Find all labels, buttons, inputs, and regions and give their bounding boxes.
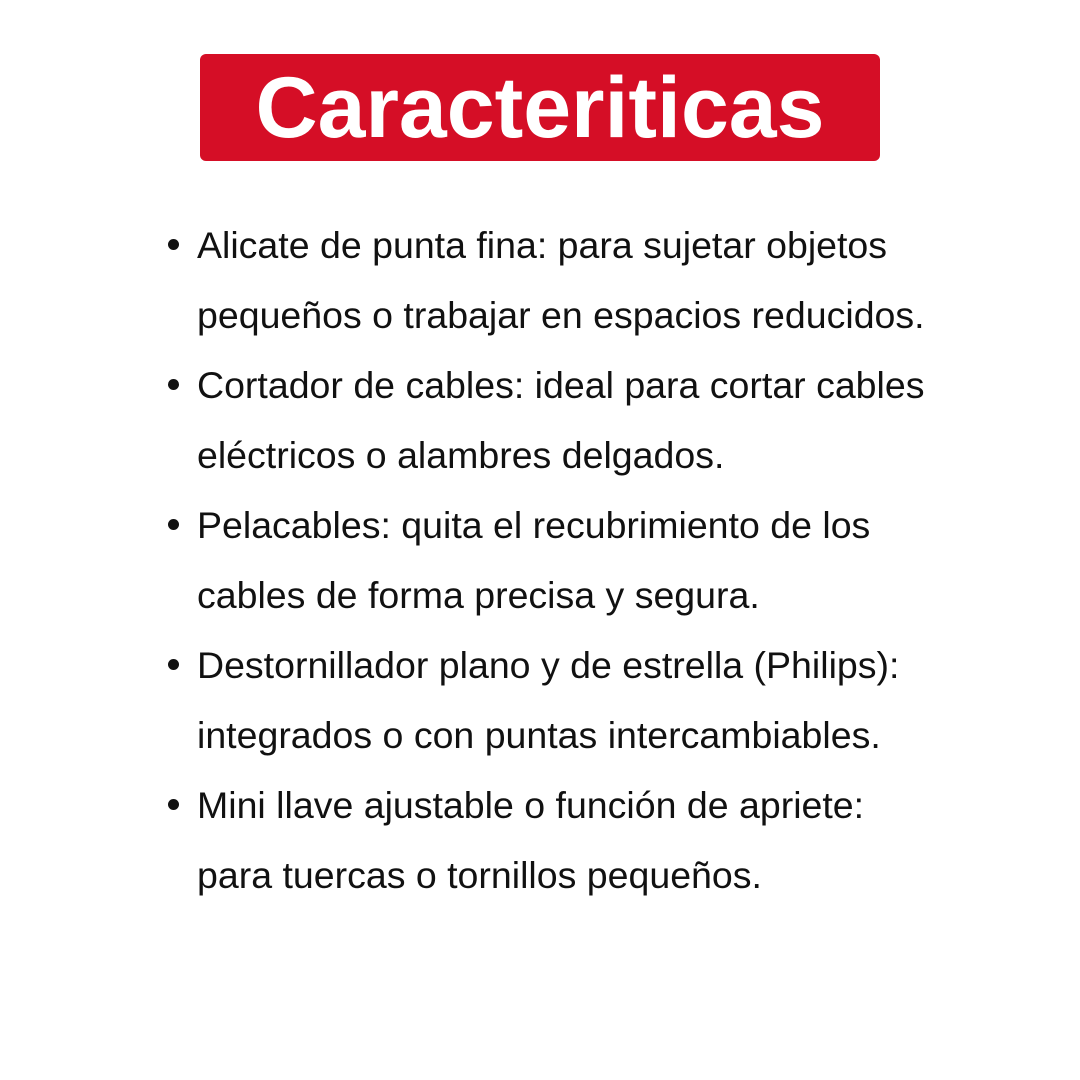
feature-item-wrench xyxy=(166,770,986,910)
feature-list xyxy=(166,210,986,910)
bullet-icon xyxy=(168,239,179,250)
bullet-icon xyxy=(168,799,179,810)
feature-line: Mini llave ajustable o función de apriete: xyxy=(197,784,865,826)
feature-line: Alicate de punta fina: para sujetar objetos xyxy=(197,224,888,266)
title-banner xyxy=(200,54,880,161)
feature-line: cables de forma precisa y segura. xyxy=(197,574,760,616)
feature-line: eléctricos o alambres delgados. xyxy=(197,434,725,476)
feature-item-screwdriver xyxy=(166,630,986,770)
feature-line: integrados o con puntas intercambiables. xyxy=(197,714,881,756)
feature-item-pliers xyxy=(166,210,986,350)
bullet-icon xyxy=(168,519,179,530)
page-title: Caracteriticas xyxy=(255,59,825,156)
feature-line: Pelacables: quita el recubrimiento de los xyxy=(197,504,871,546)
feature-item-wire-stripper xyxy=(166,490,986,630)
feature-line: Destornillador plano y de estrella (Philips): xyxy=(197,644,900,686)
feature-item-cable-cutter xyxy=(166,350,986,490)
feature-line: pequeños o trabajar en espacios reducidos. xyxy=(197,294,925,336)
bullet-icon xyxy=(168,659,179,670)
feature-line: Cortador de cables: ideal para cortar cables xyxy=(197,364,925,406)
feature-line: para tuercas o tornillos pequeños. xyxy=(197,854,762,896)
bullet-icon xyxy=(168,379,179,390)
